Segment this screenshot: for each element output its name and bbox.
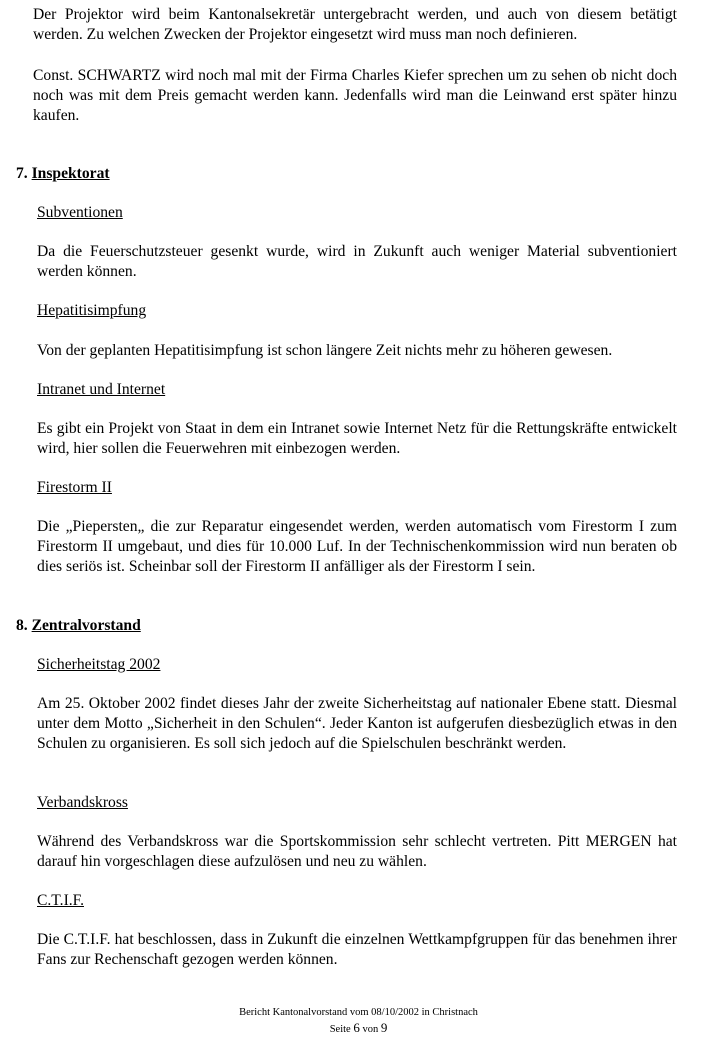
- section-number: 7.: [16, 165, 28, 182]
- page-of: von: [362, 1024, 379, 1035]
- paragraph-sicherheitstag: Am 25. Oktober 2002 findet dieses Jahr der zweite Sicherheitstag auf nationaler Ebene statt. Diesmal unter dem Motto „Sicherheit in den Schulen“. Jeder Kanton ist aufgerufen diesbezüglich etwas in den Schulen zu organisieren. Es soll sich jedoch auf die Spielschulen beschränkt werden.: [37, 695, 677, 752]
- subheading-hepatitisimpfung: Hepatitisimpfung: [37, 302, 147, 319]
- footer-page-number: [0, 1021, 717, 1037]
- section-title: Zentralvorstand: [31, 617, 141, 634]
- paragraph-subventionen: Da die Feuerschutzsteuer gesenkt wurde, wird in Zukunft auch weniger Material subventioniert werden können.: [37, 243, 677, 280]
- page-total: 9: [380, 1020, 388, 1035]
- page-prefix: Seite: [329, 1024, 351, 1035]
- paragraph-schwartz: Const. SCHWARTZ wird noch mal mit der Firma Charles Kiefer sprechen um zu sehen ob nicht doch noch was mit dem Preis gemacht werden kann. Jedenfalls wird man die Leinwand erst später hinzu kaufen.: [33, 67, 677, 124]
- subheading-verbandskross: Verbandskross: [37, 794, 128, 811]
- subheading-subventionen: Subventionen: [37, 204, 123, 221]
- subheading-intranet: Intranet und Internet: [37, 381, 166, 398]
- paragraph-projektor: Der Projektor wird beim Kantonalsekretär untergebracht werden, und auch von diesem betätigt werden. Zu welchen Zwecken der Projektor eingesetzt wird muss man noch definieren.: [33, 6, 677, 43]
- section-7-heading: [16, 164, 110, 184]
- page-current: 6: [353, 1020, 360, 1035]
- subheading-ctif: C.T.I.F.: [37, 892, 84, 909]
- section-8-heading: [16, 616, 141, 636]
- section-title: Inspektorat: [31, 165, 110, 182]
- paragraph-verbandskross: Während des Verbandskross war die Sportskommission sehr schlecht vertreten. Pitt MERGEN hat darauf hin vorgeschlagen diese aufzulösen und neu zu wählen.: [37, 833, 677, 870]
- paragraph-hepatitisimpfung: Von der geplanten Hepatitisimpfung ist schon längere Zeit nichts mehr zu höheren gewesen.: [37, 342, 613, 359]
- section-number: 8.: [16, 617, 28, 634]
- paragraph-intranet: Es gibt ein Projekt von Staat in dem ein Intranet sowie Internet Netz für die Rettungskräfte entwickelt wird, hier sollen die Feuerwehren mit einbezogen werden.: [37, 420, 677, 457]
- subheading-firestorm: Firestorm II: [37, 479, 112, 496]
- subheading-sicherheitstag: Sicherheitstag 2002: [37, 656, 161, 673]
- footer-report-line: Bericht Kantonalvorstand vom 08/10/2002 in Christnach: [239, 1007, 478, 1018]
- paragraph-ctif: Die C.T.I.F. hat beschlossen, dass in Zukunft die einzelnen Wettkampfgruppen für das benehmen ihrer Fans zur Rechenschaft gezogen werden können.: [37, 931, 677, 968]
- paragraph-firestorm: Die „Piepersten„ die zur Reparatur eingesendet werden, werden automatisch vom Firestorm I zum Firestorm II umgebaut, und dies für 10.000 Luf. In der Technischenkommission wird nun beraten ob dies seriös ist. Scheinbar soll der Firestorm II anfälliger als der Firestorm I sein.: [37, 518, 677, 575]
